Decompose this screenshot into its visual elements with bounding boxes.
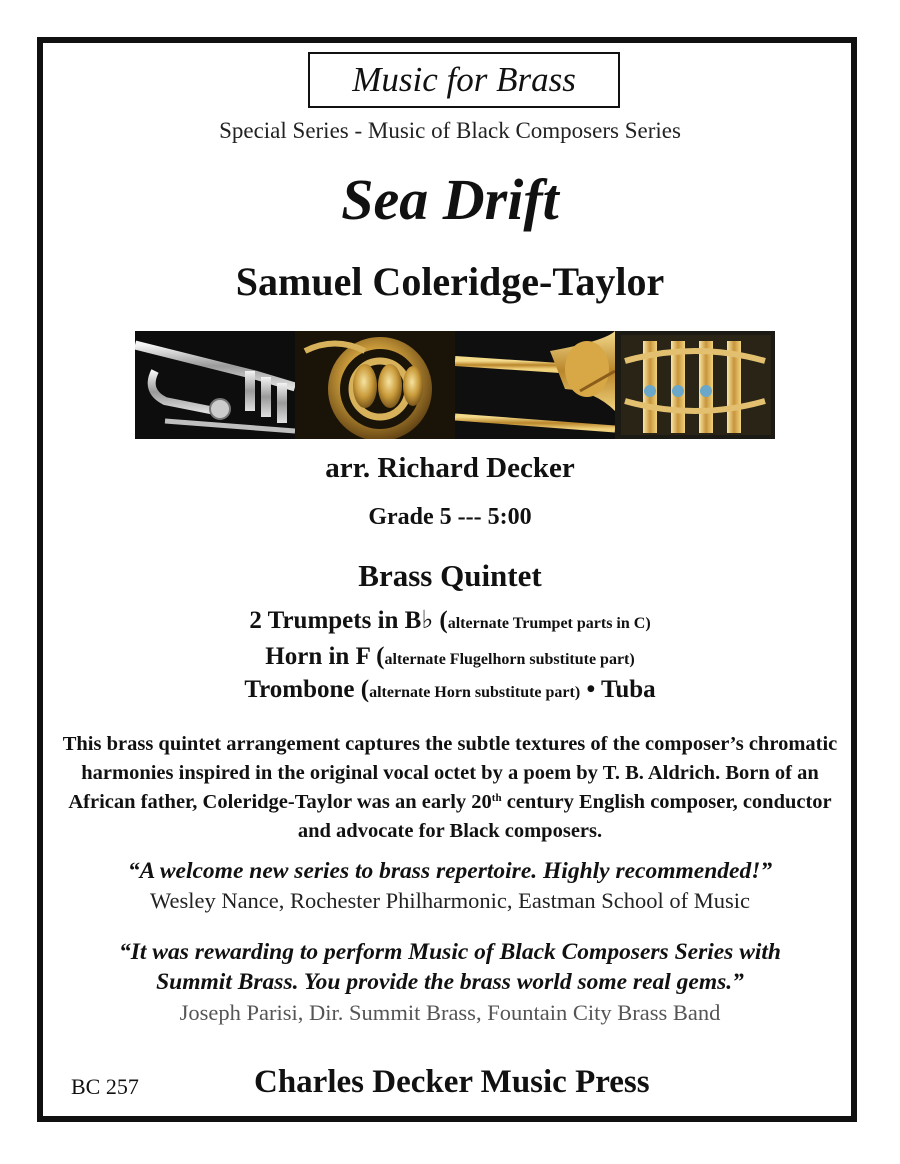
instrumentation-line-3 [0, 676, 900, 704]
catalog-number: BC 257 [71, 1074, 139, 1099]
testimonial-quote-2 [0, 937, 900, 997]
arranger-credit: arr. Richard Decker [325, 452, 575, 484]
description-paragraph [50, 730, 850, 846]
testimonial-attribution-2: Joseph Parisi, Dir. Summit Brass, Fountain City Brass Band [179, 1000, 721, 1025]
instrument-trombone-note: alternate Horn substitute part) [369, 684, 581, 701]
instrumentation-line-2 [0, 643, 900, 671]
grade-duration: Grade 5 --- 5:00 [368, 504, 532, 530]
instrument-trumpets: 2 Trumpets in B♭ ( [249, 607, 448, 634]
description-text: This brass quintet arrangement captures the subtle textures of the composer’s chromatic harmonies inspired in the original vocal octet by a poem by T. B. Aldrich. Born of an African father, Coleridge-Taylor was an early 20 [62, 733, 838, 813]
testimonial-quote-1: “A welcome new series to brass repertoire. Highly recommended!” [127, 858, 773, 884]
french-horn-photo [295, 331, 455, 439]
instrument-horn: Horn in F ( [265, 643, 385, 670]
instrument-trombone: Trombone ( [244, 676, 370, 703]
testimonial-quote-2-line-2: Summit Brass. You provide the brass world some real gems.” [156, 969, 744, 995]
piece-title: Sea Drift [341, 167, 559, 232]
instrument-trumpets-note: alternate Trumpet parts in C) [447, 615, 651, 632]
composer-name: Samuel Coleridge-Taylor [235, 259, 665, 304]
publisher-name: Charles Decker Music Press [254, 1064, 650, 1100]
description-text-end: century English composer, conductor and advocate for Black composers. [297, 791, 832, 842]
trumpet-photo [135, 331, 295, 439]
tuba-photo [615, 331, 775, 439]
special-series-line: Special Series - Music of Black Composers Series [219, 118, 681, 143]
instrumentation-line-1 [0, 605, 900, 635]
instrument-horn-note: alternate Flugelhorn substitute part) [384, 651, 635, 668]
brass-instruments-photo-strip [135, 331, 775, 439]
testimonial-quote-2-line-1: “It was rewarding to perform Music of Black Composers Series with [119, 939, 781, 965]
description-superscript: th [491, 791, 502, 804]
series-title-box: Music for Brass [308, 52, 620, 108]
trombone-photo [455, 331, 615, 439]
instrument-tuba: • Tuba [580, 676, 656, 703]
testimonial-attribution-1: Wesley Nance, Rochester Philharmonic, Eastman School of Music [150, 888, 750, 913]
ensemble-heading: Brass Quintet [358, 558, 542, 593]
